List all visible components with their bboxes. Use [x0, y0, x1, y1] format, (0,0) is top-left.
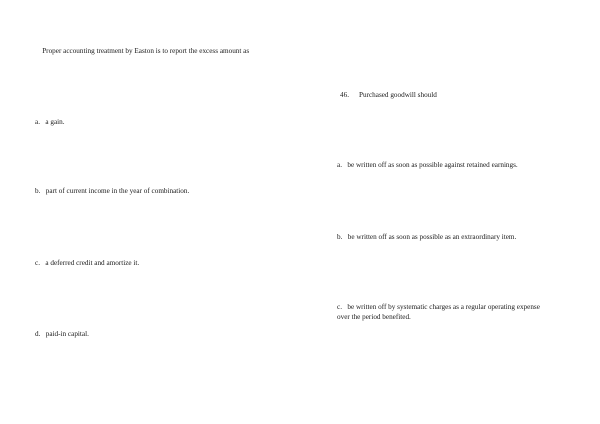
option-c-left — [35, 259, 295, 269]
question-stem-left — [35, 37, 275, 66]
option-text: be written off as soon as possible against retained earnings. — [347, 161, 518, 169]
option-text: paid-in capital. — [45, 330, 89, 338]
option-text: part of current income in the year of combination. — [45, 187, 190, 195]
option-letter: c. — [35, 259, 40, 267]
option-letter: d. — [35, 330, 41, 338]
option-letter: b. — [35, 187, 41, 195]
question-number: 46. — [340, 91, 349, 99]
option-letter: c. — [337, 303, 342, 311]
option-d-left — [35, 330, 295, 340]
option-letter: a. — [337, 161, 342, 169]
option-letter: a. — [35, 118, 40, 126]
option-b-right — [337, 233, 567, 243]
option-letter: b. — [337, 233, 343, 241]
question-stem-text: Purchased goodwill should — [358, 91, 437, 99]
option-text: a deferred credit and amortize it. — [45, 259, 140, 267]
option-text: be written off by systematic charges as a regular operating expense over the period benefited. — [337, 303, 542, 321]
option-text: be written off as soon as possible as an extraordinary item. — [347, 233, 517, 241]
option-c-right — [337, 303, 547, 322]
question-stem-right — [340, 91, 540, 101]
option-a-left — [35, 118, 285, 128]
question-stem-text: Proper accounting treatment by Easton is to report the excess amount as — [42, 46, 250, 55]
option-text: a gain. — [45, 118, 65, 126]
option-a-right — [337, 161, 567, 171]
option-b-left — [35, 187, 295, 197]
